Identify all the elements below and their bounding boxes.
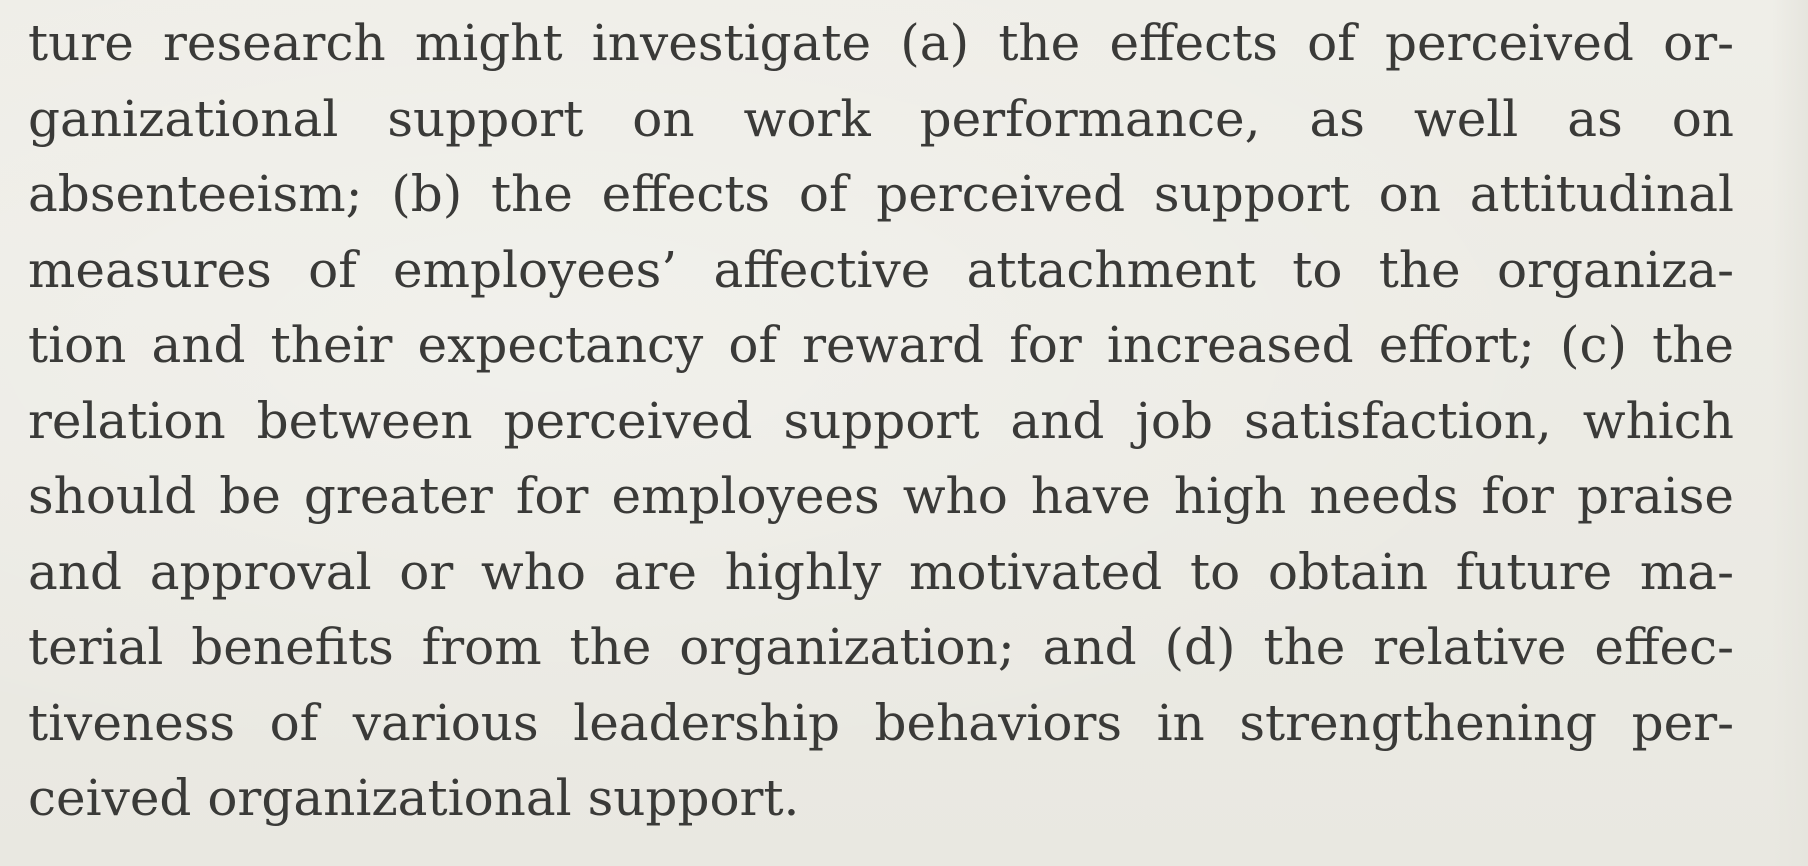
- text-line-8: and approval or who are highly motivated to obtain future ma-: [28, 542, 1734, 601]
- text-line-3: absenteeism; (b) the effects of perceived support on attitudinal: [28, 165, 1734, 223]
- text-line-1: ture research might investigate (a) the effects of perceived or-: [28, 14, 1734, 72]
- text-line-2: ganizational support on work performance, as well as on: [28, 89, 1734, 148]
- text-line-11: ceived organizational support.: [28, 769, 800, 827]
- text-line-9: terial benefits from the organization; and (d) the relative effec-: [28, 618, 1734, 676]
- page-margin-shade: [1772, 0, 1808, 866]
- text-line-7: should be greater for employees who have high needs for praise: [28, 467, 1734, 525]
- text-line-6: relation between perceived support and job satisfaction, which: [28, 391, 1734, 450]
- text-line-5: tion and their expectancy of reward for increased effort; (c) the: [28, 316, 1734, 374]
- body-paragraph: [28, 6, 1734, 837]
- text-line-10: tiveness of various leadership behaviors in strengthening per-: [28, 693, 1734, 752]
- text-line-4: measures of employees’ affective attachment to the organiza-: [28, 240, 1734, 299]
